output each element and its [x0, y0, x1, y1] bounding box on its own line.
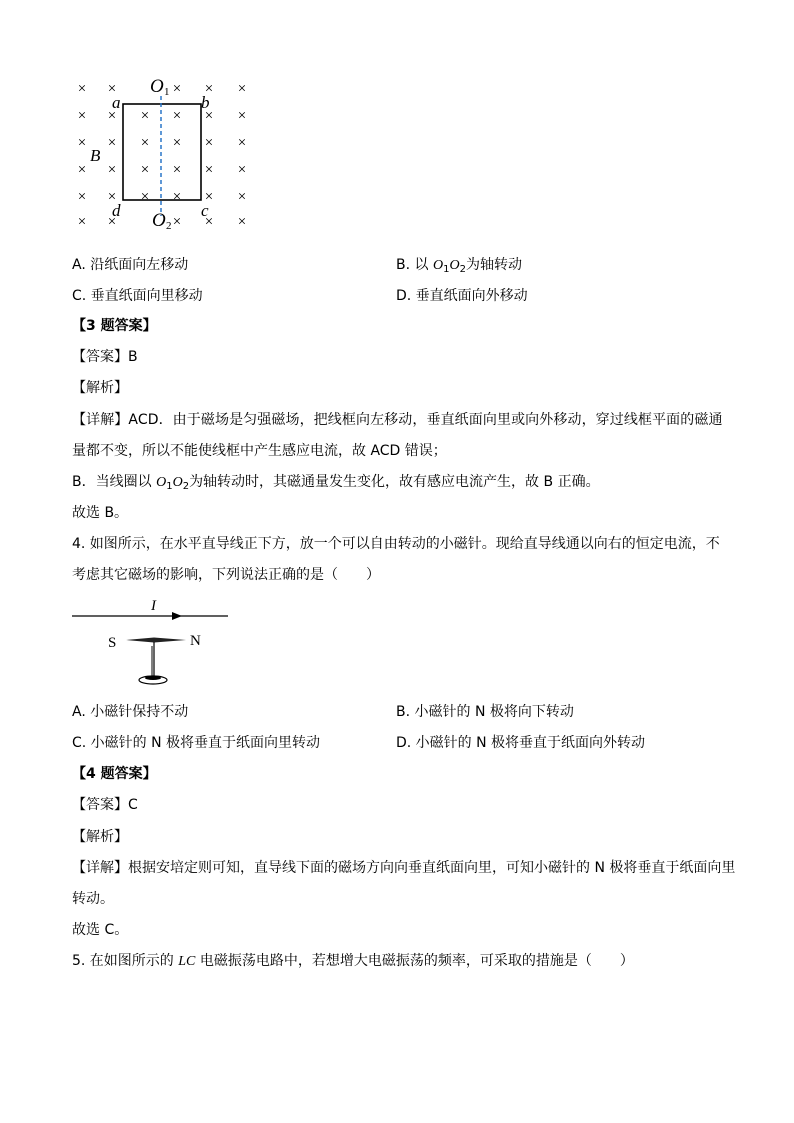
- field-cross-mark: ×: [204, 162, 214, 178]
- label-b: b: [201, 93, 210, 112]
- field-cross-mark: ×: [172, 189, 182, 205]
- field-cross-mark: ×: [237, 162, 247, 178]
- field-cross-mark: ×: [107, 189, 117, 205]
- q3-answer: 【答案】B: [72, 349, 138, 365]
- field-cross-mark: ×: [77, 189, 87, 205]
- q3-detail-o1: O: [156, 475, 167, 490]
- q4-conclusion: 故选 C。: [72, 922, 129, 938]
- q3-option-b: [396, 255, 522, 276]
- field-cross-mark: ×: [172, 135, 182, 151]
- label-o2: O: [152, 210, 166, 231]
- q3-option-a: A. 沿纸面向左移动: [72, 257, 189, 273]
- field-cross-mark: ×: [204, 81, 214, 97]
- q3-option-b-sub2: 2: [459, 264, 466, 275]
- magnetic-field-figure: [60, 66, 270, 236]
- q3-detail-line2: 量都不变，所以不能使线框中产生感应电流，故 ACD 错误；: [72, 443, 447, 459]
- field-cross-mark: ×: [77, 162, 87, 178]
- q5-stem-prefix: 5. 在如图所示的: [72, 953, 179, 969]
- field-cross-mark: ×: [172, 162, 182, 178]
- field-cross-mark: ×: [204, 214, 214, 230]
- q3-detail-line3: [72, 472, 600, 493]
- field-cross-mark: ×: [77, 81, 87, 97]
- field-cross-mark: ×: [237, 189, 247, 205]
- field-cross-mark: ×: [237, 81, 247, 97]
- wire-compass-figure: [68, 594, 238, 692]
- compass-base-top: [145, 676, 161, 680]
- field-cross-mark: ×: [204, 189, 214, 205]
- q3-detail-line1: 【详解】ACD．由于磁场是匀强磁场，把线框向左移动，垂直纸面向里或向外移动，穿过线框平面的磁通: [72, 412, 723, 428]
- label-o1: O: [150, 76, 164, 97]
- field-cross-mark: ×: [107, 108, 117, 124]
- q4-stem-line1: 4. 如图所示，在水平直导线正下方，放一个可以自由转动的小磁针。现给直导线通以向右的恒定电流，不: [72, 536, 720, 552]
- q3-detail-sub1: 1: [166, 481, 173, 492]
- field-cross-mark: ×: [237, 135, 247, 151]
- q4-option-d: D. 小磁针的 N 极将垂直于纸面向外转动: [396, 735, 646, 751]
- q3-option-b-o2: O: [449, 258, 460, 273]
- field-cross-mark: ×: [77, 135, 87, 151]
- label-current-I: I: [151, 598, 156, 614]
- compass-needle: [126, 638, 186, 643]
- q4-stem-line2: 考虑其它磁场的影响，下列说法正确的是（ ）: [72, 567, 380, 583]
- label-B: B: [90, 146, 101, 165]
- q4-option-b: B. 小磁针的 N 极将向下转动: [396, 704, 574, 720]
- field-cross-mark: ×: [77, 108, 87, 124]
- q5-stem-suffix: 电磁振荡电路中，若想增大电磁振荡的频率，可采取的措施是（ ）: [195, 953, 634, 969]
- q3-option-b-prefix: B. 以: [396, 257, 433, 273]
- q5-stem-lc: LC: [178, 954, 196, 969]
- q3-analysis-label: 【解析】: [72, 380, 128, 396]
- q4-answer-header: 【4 题答案】: [72, 766, 157, 782]
- q3-detail-line3-suffix: 为轴转动时，其磁通量发生变化，故有感应电流产生，故 B 正确。: [189, 474, 600, 490]
- label-c: c: [201, 201, 209, 220]
- q3-detail-sub2: 2: [182, 481, 190, 492]
- field-cross-mark: ×: [140, 189, 150, 205]
- q3-answer-header: 【3 题答案】: [72, 318, 157, 334]
- q4-option-c: C. 小磁针的 N 极将垂直于纸面向里转动: [72, 735, 321, 751]
- field-cross-mark: ×: [237, 108, 247, 124]
- field-cross-mark: ×: [107, 162, 117, 178]
- q3-option-b-suffix: 为轴转动: [465, 257, 522, 273]
- label-d: d: [112, 201, 121, 220]
- field-cross-mark: ×: [204, 135, 214, 151]
- label-S: S: [108, 635, 117, 651]
- field-cross-mark: ×: [107, 81, 117, 97]
- q4-answer: 【答案】C: [72, 797, 138, 813]
- field-cross-mark: ×: [172, 108, 182, 124]
- q3-option-b-o1: O: [432, 258, 444, 273]
- current-arrow-icon: [172, 612, 182, 620]
- field-cross-mark: ×: [140, 162, 150, 178]
- field-cross-mark: ×: [204, 108, 214, 124]
- q3-option-c: C. 垂直纸面向里移动: [72, 288, 203, 304]
- field-cross-mark: ×: [77, 214, 87, 230]
- field-cross-mark: ×: [140, 108, 150, 124]
- q4-detail-line1: 【详解】根据安培定则可知，直导线下面的磁场方向向垂直纸面向里，可知小磁针的 N 极将垂直于纸面向里: [72, 860, 736, 876]
- label-o1-sub: 1: [164, 86, 170, 98]
- q4-option-a: A. 小磁针保持不动: [72, 704, 189, 720]
- field-cross-mark: ×: [172, 81, 182, 97]
- label-o2-sub: 2: [166, 220, 172, 232]
- coil-rectangle: [123, 104, 201, 200]
- q4-analysis-label: 【解析】: [72, 829, 128, 845]
- field-cross-mark: ×: [140, 135, 150, 151]
- field-cross-mark: ×: [237, 214, 247, 230]
- q3-detail-line3-prefix: B．当线圈以: [72, 474, 157, 490]
- q5-stem: [72, 951, 634, 972]
- q3-option-b-sub1: 1: [443, 264, 450, 275]
- q4-detail-line2: 转动。: [72, 891, 114, 907]
- q3-option-d: D. 垂直纸面向外移动: [396, 288, 528, 304]
- label-a: a: [112, 93, 121, 112]
- field-cross-mark: ×: [107, 214, 117, 230]
- field-cross-mark: ×: [107, 135, 117, 151]
- q3-conclusion: 故选 B。: [72, 505, 129, 521]
- field-cross-mark: ×: [172, 214, 182, 230]
- label-N: N: [190, 633, 201, 649]
- q3-detail-o2: O: [172, 475, 183, 490]
